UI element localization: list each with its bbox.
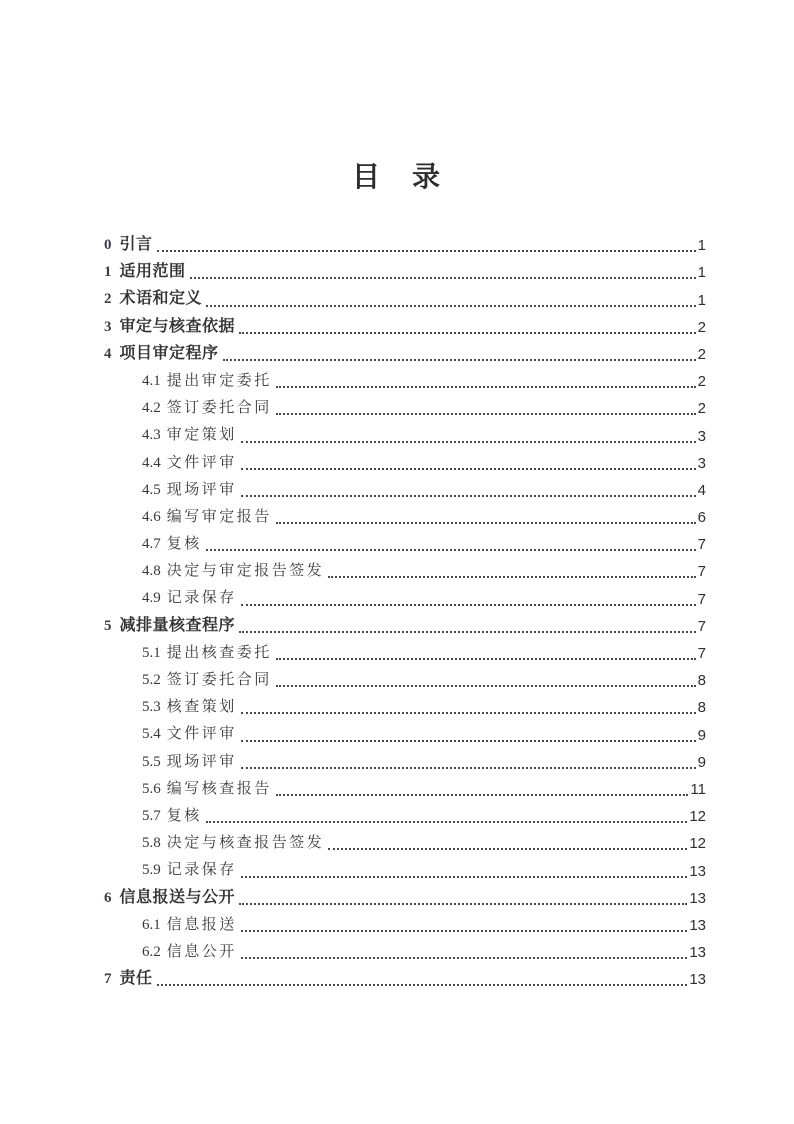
toc-entry[interactable] (104, 938, 706, 965)
toc-entry[interactable] (104, 313, 706, 340)
toc-entry-page-number: 13 (689, 944, 706, 962)
toc-entry-label (142, 693, 237, 720)
toc-entry-label (142, 938, 237, 965)
toc-entry-number: 5.8 (142, 835, 161, 852)
toc-entry[interactable] (104, 666, 706, 693)
toc-entry-page-number: 9 (697, 753, 706, 771)
toc-entry[interactable] (104, 639, 706, 666)
toc-entry-title: 现场评审 (166, 481, 237, 498)
toc-entry-label (142, 748, 237, 775)
toc-entry-page-number: 12 (689, 808, 706, 826)
toc-entry-page-number: 1 (697, 237, 706, 255)
toc-entry-number: 4.6 (142, 508, 161, 525)
toc-entry-title: 核查策划 (166, 699, 237, 716)
toc-entry-label (104, 231, 153, 258)
page-title: 目 录 (351, 161, 442, 192)
toc-entry-number: 6.2 (142, 943, 161, 960)
toc-entry[interactable] (104, 367, 706, 394)
dotted-leader (241, 748, 696, 769)
toc-entry[interactable] (104, 449, 706, 476)
toc-entry-number: 4.2 (142, 400, 161, 417)
toc-entry-page-number: 9 (697, 726, 706, 744)
toc-entry-page-number: 1 (697, 291, 706, 309)
toc-entry[interactable] (104, 884, 706, 911)
toc-entry-title: 签订委托合同 (166, 672, 272, 688)
toc-entry[interactable] (104, 530, 706, 557)
dotted-leader (276, 639, 696, 660)
dotted-leader (276, 367, 696, 388)
toc-entry-label (142, 802, 202, 829)
toc-entry-number: 6.1 (142, 916, 161, 933)
toc-entry-page-number: 7 (697, 645, 706, 662)
toc-entry-page-number: 2 (697, 400, 706, 418)
toc-entry[interactable] (104, 231, 706, 258)
toc-entry-page-number: 7 (697, 617, 706, 635)
toc-entry-page-number: 4 (697, 481, 706, 499)
dotted-leader (239, 884, 687, 905)
dotted-leader (241, 911, 688, 932)
dotted-leader (241, 449, 696, 470)
toc-entry[interactable] (104, 720, 706, 747)
toc-entry[interactable] (104, 911, 706, 938)
dotted-leader (157, 231, 696, 252)
toc-entry-number: 0 (104, 237, 112, 253)
toc-entry-title: 信息报送 (166, 916, 237, 933)
toc-entry-title: 编写核查报告 (166, 780, 272, 797)
toc-entry-title: 复核 (166, 536, 202, 553)
toc-entry-label (104, 285, 202, 312)
toc-entry[interactable] (104, 340, 706, 367)
toc-entry-number: 4.3 (142, 427, 161, 444)
toc-entry-page-number: 13 (689, 971, 706, 989)
toc-entry-number: 4.5 (142, 481, 161, 498)
toc-entry[interactable] (104, 285, 706, 312)
toc-entry[interactable] (104, 394, 706, 421)
toc-entry-number: 5.7 (142, 807, 161, 824)
dotted-leader (328, 829, 687, 850)
toc-entry-label (142, 530, 202, 557)
toc-entry-label (142, 720, 237, 747)
dotted-leader (206, 285, 696, 306)
toc-entry-number: 1 (104, 264, 112, 281)
dotted-leader (276, 394, 696, 415)
toc-entry-number: 5 (104, 617, 112, 634)
toc-entry-title: 决定与核查报告签发 (166, 835, 325, 852)
toc-entry[interactable] (104, 775, 706, 802)
toc-entry-title: 复核 (166, 807, 202, 824)
toc-entry-label (142, 557, 324, 584)
toc-list (104, 231, 706, 992)
toc-entry-title: 现场评审 (166, 753, 237, 770)
toc-entry-page-number: 8 (697, 699, 706, 717)
toc-entry-title: 责任 (119, 970, 153, 988)
toc-entry-title: 审定策划 (166, 427, 237, 444)
toc-entry-label (142, 666, 272, 693)
toc-entry[interactable] (104, 856, 706, 883)
toc-entry-number: 3 (104, 318, 112, 335)
toc-entry[interactable] (104, 258, 706, 285)
toc-entry[interactable] (104, 802, 706, 829)
toc-entry-label (142, 584, 237, 611)
toc-entry[interactable] (104, 557, 706, 584)
toc-entry-label (142, 421, 237, 448)
toc-entry-label (104, 258, 186, 285)
toc-entry-number: 4.9 (142, 590, 161, 607)
dotted-leader (276, 775, 689, 796)
toc-entry-number: 5.5 (142, 753, 161, 770)
toc-entry[interactable] (104, 965, 706, 992)
dotted-leader (206, 530, 696, 551)
toc-entry-label (104, 884, 235, 911)
toc-entry-number: 5.9 (142, 862, 161, 879)
toc-entry-number: 4.1 (142, 372, 161, 389)
toc-entry-title: 信息公开 (166, 943, 237, 960)
toc-entry[interactable] (104, 584, 706, 611)
toc-entry[interactable] (104, 748, 706, 775)
toc-entry-page-number: 12 (689, 835, 706, 853)
toc-entry-label (142, 856, 237, 883)
toc-entry-page-number: 7 (697, 563, 706, 581)
toc-entry-title: 术语和定义 (119, 290, 203, 308)
toc-entry-page-number: 3 (697, 454, 706, 472)
toc-entry-page-number: 2 (697, 373, 706, 391)
dotted-leader (241, 476, 696, 497)
toc-entry-page-number: 7 (697, 590, 706, 608)
toc-entry-label (142, 829, 324, 856)
toc-entry-page-number: 7 (697, 536, 706, 554)
toc-entry-label (142, 476, 237, 503)
dotted-leader (328, 557, 695, 578)
toc-entry-page-number: 2 (697, 318, 706, 336)
toc-entry-label (142, 449, 237, 476)
toc-entry-label (104, 965, 153, 992)
toc-entry[interactable] (104, 503, 706, 530)
dotted-leader (206, 802, 688, 823)
toc-entry-title: 适用范围 (119, 263, 186, 281)
toc-entry[interactable] (104, 476, 706, 503)
toc-entry-number: 6 (104, 889, 112, 906)
toc-entry-label (142, 367, 272, 394)
toc-entry-number: 4.7 (142, 536, 161, 553)
toc-entry[interactable] (104, 693, 706, 720)
toc-entry-title: 记录保存 (166, 862, 237, 879)
dotted-leader (241, 856, 688, 877)
dotted-leader (276, 503, 696, 524)
toc-entry-title: 减排量核查程序 (119, 616, 236, 634)
toc-entry-page-number: 1 (697, 264, 706, 282)
toc-entry-title: 决定与审定报告签发 (166, 563, 325, 580)
toc-entry-title: 记录保存 (166, 590, 237, 607)
toc-entry-number: 4 (104, 345, 112, 362)
toc-entry-page-number: 3 (697, 427, 706, 445)
toc-entry-title: 文件评审 (166, 726, 237, 743)
toc-entry-number: 5.6 (142, 780, 161, 797)
toc-entry-title: 编写审定报告 (166, 508, 272, 525)
toc-entry-title: 引言 (119, 236, 153, 253)
toc-entry-title: 项目审定程序 (119, 344, 219, 362)
toc-entry-number: 5.4 (142, 726, 161, 743)
toc-entry-number: 5.1 (142, 644, 161, 661)
dotted-leader (241, 938, 688, 959)
toc-entry[interactable] (104, 612, 706, 639)
toc-entry-page-number: 6 (697, 509, 706, 527)
toc-entry[interactable] (104, 421, 706, 448)
dotted-leader (241, 720, 696, 741)
toc-entry-label (142, 503, 272, 530)
dotted-leader (241, 693, 696, 714)
toc-entry-number: 5.2 (142, 672, 161, 688)
toc-entry-page-number: 11 (690, 780, 706, 798)
toc-entry-label (142, 639, 272, 666)
toc-entry-page-number: 13 (689, 862, 706, 880)
toc-entry-title: 审定与核查依据 (119, 317, 236, 335)
toc-entry-title: 信息报送与公开 (119, 888, 236, 906)
toc-entry-number: 2 (104, 291, 112, 308)
toc-entry-label (104, 313, 235, 340)
toc-entry-page-number: 8 (697, 672, 706, 690)
dotted-leader (239, 313, 696, 334)
dotted-leader (190, 258, 696, 279)
toc-entry-title: 提出核查委托 (166, 644, 272, 661)
toc-entry-label (142, 775, 272, 802)
toc-entry-page-number: 2 (697, 345, 706, 363)
dotted-leader (239, 612, 696, 633)
dotted-leader (241, 421, 696, 442)
toc-entry-number: 4.4 (142, 454, 161, 471)
dotted-leader (241, 584, 696, 605)
toc-entry-number: 7 (104, 971, 112, 988)
toc-entry-label (104, 340, 219, 367)
toc-entry-label (104, 612, 235, 639)
toc-entry-number: 4.8 (142, 563, 161, 580)
dotted-leader (223, 340, 696, 361)
toc-entry-title: 签订委托合同 (166, 400, 272, 417)
toc-entry[interactable] (104, 829, 706, 856)
dotted-leader (157, 965, 688, 986)
toc-entry-page-number: 13 (689, 889, 706, 907)
toc-entry-label (142, 394, 272, 421)
toc-entry-title: 文件评审 (166, 454, 237, 471)
toc-entry-title: 提出审定委托 (166, 372, 272, 389)
toc-entry-number: 5.3 (142, 699, 161, 716)
toc-entry-page-number: 13 (689, 916, 706, 934)
toc-entry-label (142, 911, 237, 938)
dotted-leader (276, 666, 696, 687)
